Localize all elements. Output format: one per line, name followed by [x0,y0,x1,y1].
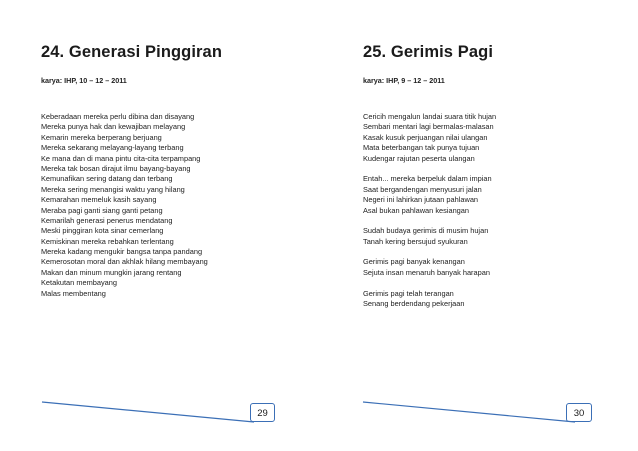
poem-line: Kasak kusuk perjuangan nilai ulangan [363,132,488,142]
poem-line: Kemerosotan moral dan akhlak hilang membayang [41,257,208,267]
poem-line: Cericih mengalun landai suara titik hujan [363,112,497,121]
poem-line: Senang berdendang pekerjaan [363,299,465,309]
stanza-gap [363,216,496,226]
poem-line: Kemarin mereka berperang berjuang [41,132,162,142]
poem-line: Gerimis pagi telah terangan [363,288,454,298]
right-page [319,0,638,451]
stanza-gap [363,247,496,257]
poem-line: Entah... mereka berpeluk dalam impian [363,174,492,184]
poem-line: Kemarahan memeluk kasih sayang [41,195,157,205]
poem-line: Mereka kadang mengukir bangsa tanpa pandang [41,247,203,257]
poem-line: Kemiskinan mereka rebahkan terlentang [41,236,174,246]
poem-line: Asal bukan pahlawan kesiangan [363,205,470,215]
poem-line: Malas membentang [41,288,106,298]
poem-line: Gerimis pagi banyak kenangan [363,257,465,267]
poem-body [41,112,208,299]
stanza-gap [363,278,496,288]
poem-author: karya: IHP, 10 – 12 – 2011 [41,76,127,85]
poem-line: Sejuta insan menaruh banyak harapan [363,267,490,277]
poem-line: Negeri ini lahirkan jutaan pahlawan [363,195,479,205]
poem-line: Mereka sering menangisi waktu yang hilang [41,184,185,194]
poem-line: Kemunafikan sering datang dan terbang [41,174,173,184]
page-number: 30 [566,403,592,422]
poem-title: 24. Generasi Pinggiran [41,43,223,61]
poem-line: Mata beterbangan tak punya tujuan [363,143,480,153]
page-number: 29 [250,403,275,422]
poem-line: Mereka tak bosan dirajut ilmu bayang-bayang [41,163,191,173]
footer-rule [361,398,601,428]
poem-line: Makan dan minum mungkin jarang rentang [41,267,182,277]
poem-line: Keberadaan mereka perlu dibina dan disayang [41,112,195,121]
poem-line: Tanah kering bersujud syukuran [363,236,468,246]
poem-line: Mereka punya hak dan kewajiban melayang [41,122,186,132]
poem-line: Ke mana dan di mana pintu cita-cita terpampang [41,153,201,163]
poem-line: Sudah budaya gerimis di musim hujan [363,226,489,236]
poem-line: Sembari mentari lagi bermalas-malasan [363,122,494,132]
poem-line: Ketakutan membayang [41,278,118,288]
poem-line: Kemarilah generasi penerus mendatang [41,215,173,225]
poem-author: karya: IHP, 9 – 12 – 2011 [363,76,445,85]
poem-title: 25. Gerimis Pagi [363,43,493,61]
poem-line: Mereka sekarang melayang-layang terbang [41,143,184,153]
poem-body [363,112,496,309]
poem-line: Kudengar rajutan peserta ulangan [363,153,475,163]
poem-line: Meski pinggiran kota sinar cemerlang [41,226,164,236]
poem-line: Saat bergandengan menyusuri jalan [363,184,482,194]
stanza-gap [363,164,496,174]
poem-line: Meraba pagi ganti siang ganti petang [41,205,163,215]
footer-rule [40,398,280,428]
